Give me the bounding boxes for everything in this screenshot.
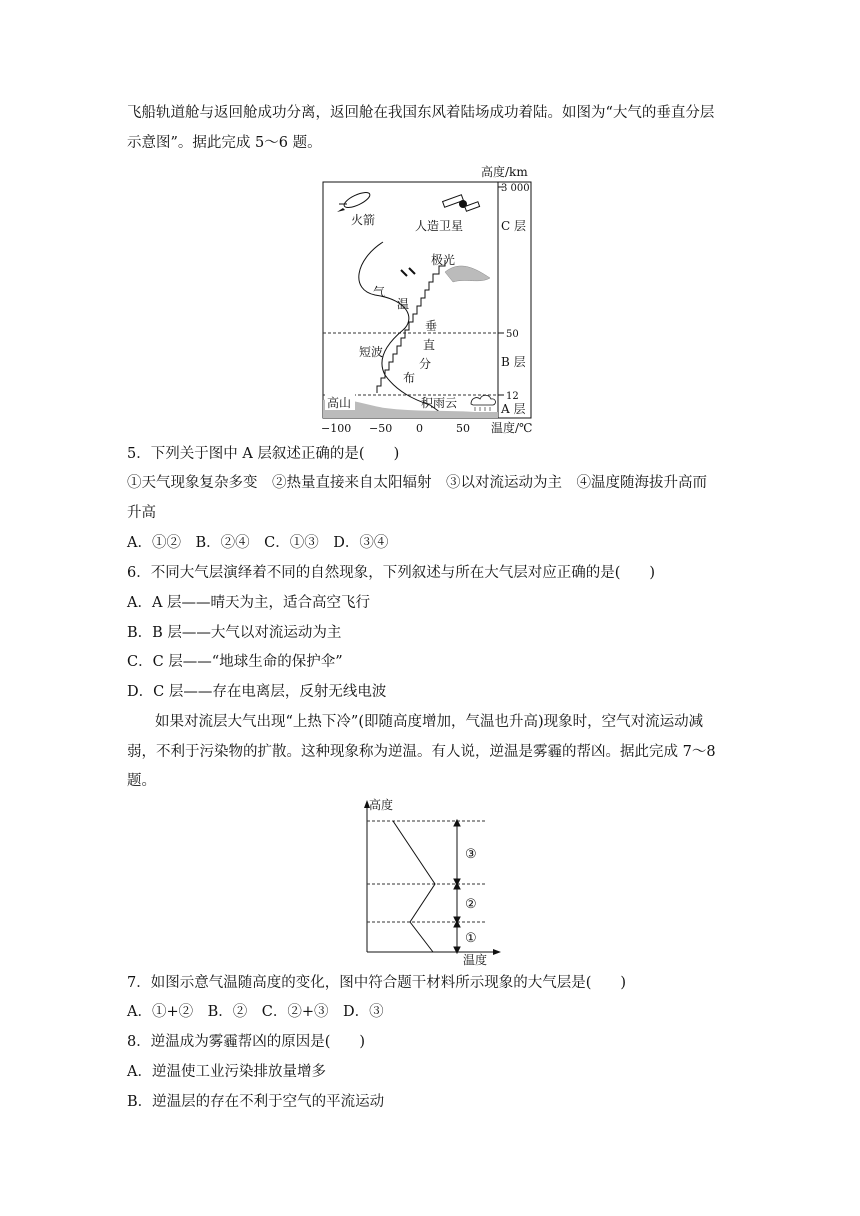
zone-2-label: ②: [465, 897, 477, 912]
q7-stem: 7．如图示意气温随高度的变化，图中符合题干材料所示现象的大气层是( ): [127, 975, 627, 991]
tick-label-12: 12: [506, 391, 519, 402]
mountain-label: 高山: [327, 396, 352, 410]
passage2-line-2: 弱，不利于污染物的扩散。这种现象称为逆温。有人说，逆温是雾霾的帮凶。据此完成 7～8: [127, 744, 716, 760]
cloud-label: 积雨云: [421, 396, 458, 410]
q8-option-b: B．逆温层的存在不利于空气的平流运动: [127, 1094, 385, 1110]
curve-char-wen: 温: [397, 297, 410, 311]
atmosphere-layers-figure: [315, 160, 545, 438]
temperature-profile-line: [393, 821, 435, 952]
x-axis-label: 温度: [463, 953, 488, 966]
satellite-icon: [443, 195, 480, 211]
zone-brackets: [454, 820, 460, 953]
passage2-line-1: 如果对流层大气出现“上热下冷”(即随高度增加，气温也升高)现象时，空气对流运动减: [155, 714, 704, 730]
q6-option-a: A．A 层——晴天为主，适合高空飞行: [127, 595, 371, 611]
zone-1-label: ①: [465, 931, 477, 946]
aurora-label: 极光: [431, 253, 456, 267]
y-axis-label: 高度: [369, 798, 394, 812]
curve-char-fen: 分: [419, 357, 432, 371]
satellite-label: 人造卫星: [415, 219, 464, 233]
tick-label-50: 50: [506, 329, 519, 340]
passage2-line-3: 题。: [127, 773, 156, 789]
zone-3-label: ③: [465, 847, 477, 862]
inversion-figure: [355, 796, 505, 966]
short-wave-label: 短波: [359, 345, 384, 359]
rocket-icon: [337, 190, 372, 212]
curve-char-bu: 布: [403, 371, 416, 385]
q6-option-b: B．B 层——大气以对流运动为主: [127, 625, 342, 641]
height-axis-title: 高度/km: [481, 165, 528, 179]
tick-label-3000: 3 000: [501, 183, 530, 194]
meteor-icon: [401, 268, 415, 276]
x-axis-arrow: [493, 949, 501, 955]
intro-line-2: 示意图”。据此完成 5～6 题。: [127, 135, 322, 151]
temp-tick-minus50: −50: [369, 422, 393, 435]
q5-choices: A．①② B．②④ C．①③ D．③④: [127, 535, 389, 551]
layer-b-label: B 层: [501, 355, 526, 369]
q7-choices: A．①+② B．② C．②+③ D．③: [127, 1004, 384, 1020]
temp-tick-50: 50: [456, 422, 470, 435]
temp-tick-minus100: −100: [321, 422, 352, 435]
layer-a-label: A 层: [501, 402, 526, 416]
curve-char-zhi: 直: [423, 338, 436, 352]
cloud-icon: [471, 395, 495, 411]
q5-options-line-2: 升高: [127, 505, 156, 521]
q6-stem: 6．不同大气层演绎着不同的自然现象，下列叙述与所在大气层对应正确的是( ): [127, 565, 656, 581]
q6-option-c: C．C 层——“地球生命的保护伞”: [127, 654, 343, 670]
rocket-label: 火箭: [351, 213, 376, 227]
q8-option-a: A．逆温使工业污染排放量增多: [127, 1064, 326, 1080]
intro-line-1: 飞船轨道舱与返回舱成功分离，返回舱在我国东风着陆场成功着陆。如图为“大气的垂直分层: [127, 105, 715, 121]
q5-options-line-1: ①天气现象复杂多变 ②热量直接来自太阳辐射 ③以对流运动为主 ④温度随海拔升高而: [127, 475, 707, 491]
aurora-shape: [445, 266, 490, 282]
q8-stem: 8．逆温成为雾霾帮凶的原因是( ): [127, 1034, 366, 1050]
temp-axis-label: 温度/℃: [491, 421, 533, 435]
q6-option-d: D．C 层——存在电离层，反射无线电波: [127, 684, 387, 700]
curve-char-chui: 垂: [425, 319, 438, 333]
q5-stem: 5．下列关于图中 A 层叙述正确的是( ): [127, 446, 400, 462]
layer-c-label: C 层: [501, 219, 526, 233]
temp-tick-0: 0: [416, 422, 423, 435]
curve-char-qi: 气: [373, 285, 386, 299]
